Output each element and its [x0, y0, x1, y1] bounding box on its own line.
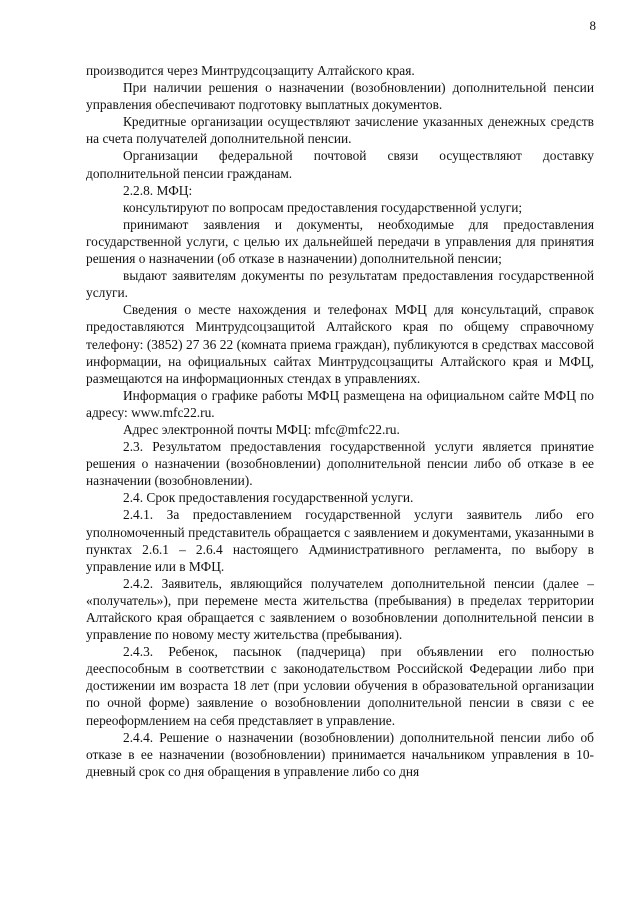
paragraph: выдают заявителям документы по результатам предоставления государственной услуги.: [86, 268, 594, 301]
paragraph: принимают заявления и документы, необходимые для предоставления государственной услуги, с целью их дальнейшей передачи в управления для принятия решения о назначении (об отказе в назначении) дополнительной пенсии;: [86, 216, 594, 267]
paragraph: 2.3. Результатом предоставления государственной услуги является принятие решения о назначении (возобновлении) дополнительной пенсии либо об отказе в ее назначении (возобновлении).: [86, 439, 594, 489]
paragraph: Сведения о месте нахождения и телефонах МФЦ для консультаций, справок предоставляются Минтрудсоцзащитой Алтайского края по общему справочному телефону: (3852) 27 36 22 (комната приема граждан), публикуются в средствах массовой информации, на официальных сайтах Минтрудсоцзащиты Алтайского края и МФЦ, размещаются на информационных стендах в управлениях.: [86, 302, 594, 386]
paragraph: При наличии решения о назначении (возобновлении) дополнительной пенсии управления обеспечивают подготовку выплатных документов.: [86, 80, 594, 113]
page-number: 8: [589, 18, 596, 33]
paragraph: Организации федеральной почтовой связи осуществляют доставку дополнительной пенсии гражданам.: [86, 148, 594, 181]
paragraph: производится через Минтрудсоцзащиту Алтайского края.: [86, 63, 415, 78]
paragraph: Информация о графике работы МФЦ размещена на официальном сайте МФЦ по адресу: www.mfc22.ru.: [86, 387, 594, 420]
body-text: [86, 62, 594, 780]
paragraph: 2.4.1. За предоставлением государственной услуги заявитель либо его уполномоченный представитель обращается с заявлением и документами, указанными в пунктах 2.6.1 – 2.6.4 настоящего Административного регламента, по выбору в управление или в МФЦ.: [86, 507, 594, 574]
paragraph: 2.4. Срок предоставления государственной услуги.: [123, 490, 414, 506]
paragraph: Адрес электронной почты МФЦ: mfc@mfc22.ru.: [123, 421, 400, 437]
paragraph: консультируют по вопросам предоставления государственной услуги;: [123, 199, 523, 215]
section-heading: 2.2.8. МФЦ:: [123, 182, 193, 198]
paragraph: 2.4.2. Заявитель, являющийся получателем дополнительной пенсии (далее – «получатель»), при перемене места жительства (пребывания) в пределах территории Алтайского края обращается с заявлением о возобновлении дополнительной пенсии в управление по новому месту жительства (пребывания).: [86, 575, 594, 643]
paragraph: 2.4.3. Ребенок, пасынок (падчерица) при объявлении его полностью дееспособным в соответствии с законодательством Российской Федерации либо при достижении им возраста 18 лет (при условии обучения в образовательной организации по очной форме) заявление о возобновлении дополнительной пенсии в связи с ее переоформлением на себя представляет в управление.: [86, 644, 594, 728]
paragraph: Кредитные организации осуществляют зачисление указанных денежных средств на счета получателей дополнительной пенсии.: [86, 114, 594, 147]
paragraph: 2.4.4. Решение о назначении (возобновлении) дополнительной пенсии либо об отказе в ее назначении (возобновлении) принимается начальником управления в 10-дневный срок со дня обращения в управление либо со дня: [86, 729, 594, 779]
